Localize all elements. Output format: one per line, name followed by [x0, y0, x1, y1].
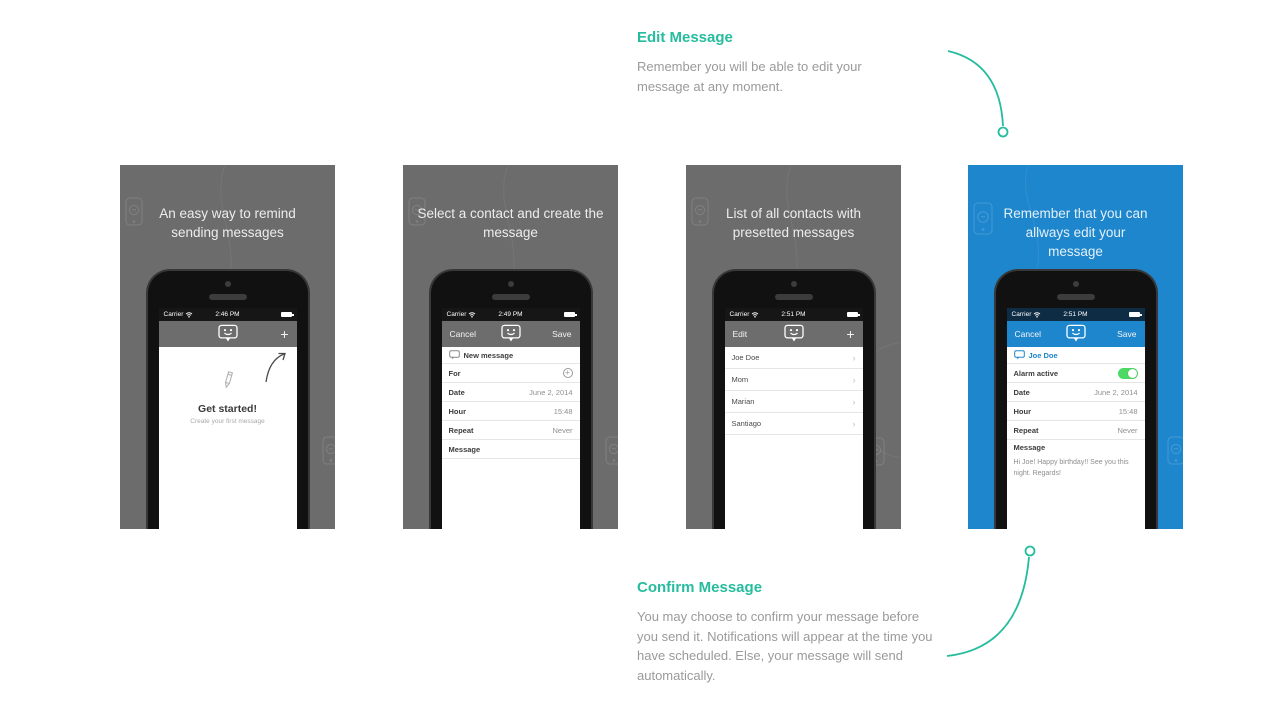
iphone-frame [146, 269, 310, 529]
screen-content [1007, 347, 1145, 529]
alarm-toggle-switch[interactable] [1118, 368, 1138, 379]
phone-screen [159, 308, 297, 529]
get-started-subheading: Create your first message [190, 418, 265, 425]
wifi-icon [468, 311, 476, 318]
wifi-icon [751, 311, 759, 318]
form-row-hour[interactable]: Hour 15:48 [1007, 402, 1145, 421]
battery-icon [564, 312, 575, 317]
carrier-label: Carrier [163, 311, 184, 318]
camera-dot [508, 281, 514, 287]
form-row-date[interactable]: Date June 2, 2014 [1007, 383, 1145, 402]
phone-screen [442, 308, 580, 529]
screenshot-panel-2[interactable] [403, 165, 618, 529]
edit-message-note [637, 29, 899, 96]
edit-connector-dot [999, 128, 1008, 137]
new-message-header-row: New message [442, 347, 580, 364]
save-button[interactable]: Save [552, 329, 572, 339]
alarm-active-row: Alarm active [1007, 364, 1145, 383]
pencil-icon [220, 369, 236, 393]
iphone-frame [712, 269, 876, 529]
time-label: 2:51 PM [1063, 311, 1088, 318]
screenshot-panel-4[interactable] [968, 165, 1183, 529]
get-started-heading: Get started! [198, 403, 257, 415]
contact-row[interactable]: Mom › [725, 369, 863, 391]
nav-bar [159, 321, 297, 347]
speaker-slot [209, 294, 247, 300]
chat-smiley-bubble-icon [217, 324, 238, 345]
chevron-right-icon: › [852, 374, 856, 385]
panel-caption: Remember that you can allways edit your message [1003, 206, 1148, 259]
speaker-slot [492, 294, 530, 300]
phone-screen [725, 308, 863, 529]
contact-row[interactable]: Joe Doe › [725, 347, 863, 369]
status-bar [725, 308, 863, 321]
contact-header-row: Joe Doe [1007, 347, 1145, 364]
time-label: 2:49 PM [498, 311, 523, 318]
form-row-message[interactable]: Message [442, 440, 580, 459]
status-bar [1007, 308, 1145, 321]
chevron-right-icon: › [852, 352, 856, 363]
panel-caption: Select a contact and create the message [417, 206, 604, 240]
edit-message-body: Remember you will be able to edit your message at any moment. [637, 59, 862, 94]
form-row-for[interactable]: For + [442, 364, 580, 383]
iphone-frame [429, 269, 593, 529]
message-label: Message [1013, 443, 1046, 452]
screenshot-panel-1[interactable] [120, 165, 335, 529]
status-bar [442, 308, 580, 321]
speaker-slot [775, 294, 813, 300]
contact-row[interactable]: Marian › [725, 391, 863, 413]
save-button[interactable]: Save [1117, 329, 1137, 339]
time-label: 2:51 PM [781, 311, 806, 318]
camera-dot [791, 281, 797, 287]
nav-bar [725, 321, 863, 347]
confirm-message-note [637, 579, 937, 685]
screen-content [442, 347, 580, 529]
camera-dot [225, 281, 231, 287]
screenshot-panel-3[interactable] [686, 165, 901, 529]
speech-bubble-icon [449, 350, 460, 360]
cancel-button[interactable]: Cancel [1014, 329, 1041, 339]
add-button[interactable]: + [846, 326, 855, 342]
screen-content [725, 347, 863, 529]
confirm-message-body: You may choose to confirm your message before you send it. Notifications will appear at the time you have scheduled. Else, your message will send automatically. [637, 609, 933, 683]
speech-bubble-icon [1014, 350, 1025, 360]
form-row-repeat[interactable]: Repeat Never [1007, 421, 1145, 440]
wifi-icon [185, 311, 193, 318]
arrow-to-add-icon [264, 350, 290, 384]
form-row-date[interactable]: Date June 2, 2014 [442, 383, 580, 402]
carrier-label: Carrier [1011, 311, 1032, 318]
chevron-right-icon: › [852, 396, 856, 407]
confirm-message-title: Confirm Message [637, 579, 763, 596]
message-text: Hi Joe! Happy birthday!! See you this night. Regards! [1013, 459, 1129, 477]
battery-icon [847, 312, 858, 317]
speaker-slot [1057, 294, 1095, 300]
battery-icon [281, 312, 292, 317]
camera-dot [1073, 281, 1079, 287]
chat-smiley-bubble-icon [1065, 324, 1086, 345]
cancel-button[interactable]: Cancel [449, 329, 476, 339]
chat-smiley-bubble-icon [783, 324, 804, 345]
confirm-connector-dot [1026, 547, 1035, 556]
edit-button[interactable]: Edit [732, 329, 748, 339]
panel-caption: List of all contacts with presetted messages [725, 206, 862, 240]
carrier-label: Carrier [729, 311, 750, 318]
form-row-repeat[interactable]: Repeat Never [442, 421, 580, 440]
circle-plus-icon[interactable]: + [563, 368, 573, 378]
chevron-right-icon: › [852, 418, 856, 429]
add-button[interactable]: + [280, 326, 289, 342]
carrier-label: Carrier [446, 311, 467, 318]
time-label: 2:46 PM [215, 311, 240, 318]
edit-connector-line [948, 51, 1003, 126]
screen-content [159, 347, 297, 529]
confirm-connector-line [947, 557, 1029, 656]
battery-icon [1129, 312, 1140, 317]
chat-smiley-bubble-icon [500, 324, 521, 345]
iphone-frame [994, 269, 1158, 529]
form-row-hour[interactable]: Hour 15:48 [442, 402, 580, 421]
nav-bar [442, 321, 580, 347]
nav-bar [1007, 321, 1145, 347]
contact-row[interactable]: Santiago › [725, 413, 863, 435]
edit-message-title: Edit Message [637, 29, 733, 46]
wifi-icon [1033, 311, 1041, 318]
phone-screen [1007, 308, 1145, 529]
panel-caption: An easy way to remind sending messages [159, 206, 296, 240]
status-bar [159, 308, 297, 321]
